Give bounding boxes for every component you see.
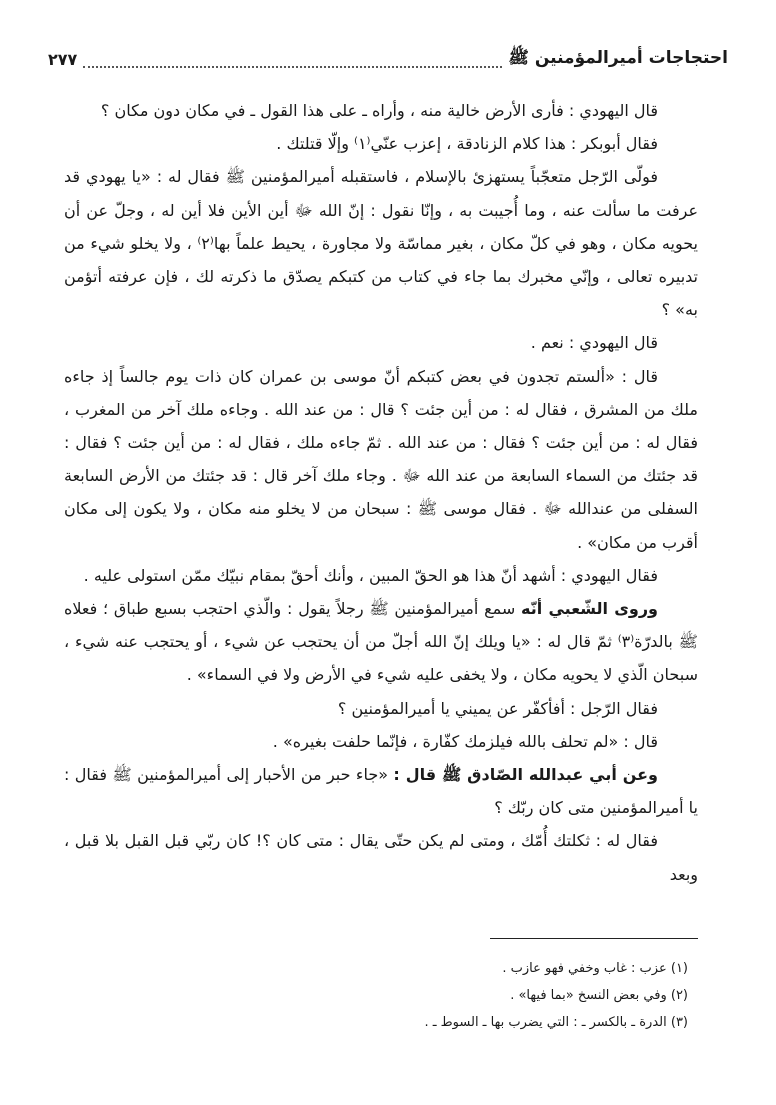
header-title: احتجاجات أميرالمؤمنين ﷺ xyxy=(508,47,728,68)
paragraph: فقال الرّجل : أفأكفّر عن يميني يا أميرالمؤمنين ؟ xyxy=(337,698,658,718)
paragraph-text: سمع أميرالمؤمنين ﷺ رجلاً يقول : والّذي احتجب بسبع طباق ؛ فعلاه ﷺ بالدرّة⁽٣⁾ ثمّ قال له : «يا ويلك إنّ الله أجلّ من أن يحتجب عن شيء ، أو يحتجب عنه شيء ، سبحان الّذي لا يحويه مكان ، ولا يخفى عليه شيء في الأرض ولا في السماء» . xyxy=(64,599,698,685)
paragraph: قال اليهودي : نعم . xyxy=(530,333,658,353)
footnote: (٣) الدرة ـ بالكسر ـ : التي يضرب بها ـ السوط ـ . xyxy=(424,1015,688,1030)
narration-source: وعن أبي عبدالله الصّادق ﷺ قال : xyxy=(393,765,658,785)
paragraph: قال : «ألستم تجدون في بعض كتبكم أنّ موسى بن عمران كان ذات يوم جالساً إذ جاءه ملك من المشرق ، فقال له : من أين جئت ؟ قال : من عند الله . وجاءه ملك آخر من المغرب ، فقال له : من أين جئت ؟ فقال : من عند الله . ثمّ جاءه ملك ، فقال له : من أين جئت ؟ فقال : قد جئتك من السماء السابعة من عند الله ﷻ . وجاء ملك آخر قال : قد جئتك من الأرض السابعة السفلى من عندالله ﷻ . فقال موسى ﷺ : سبحان من لا يخلو منه مكان ، ولا يكون إلى مكان أقرب من مكان» . xyxy=(64,366,698,552)
paragraph: فولّى الرّجل متعجّباً يستهزئ بالإسلام ، فاستقبله أميرالمؤمنين ﷺ فقال له : «يا يهودي قد عرفت ما سألت عنه ، وما أُجيبت به ، وإنّا نقول : إنّ الله ﷻ أين الأين فلا أين له ، وجلّ عن أن يحويه مكان ، وهو في كلّ مكان ، بغير مماسّة ولا مجاورة ، يحيط علماً بها⁽٢⁾ ، ولا يخلو شيء من تدبيره تعالى ، وإنّي مخبرك بما جاء في كتاب من كتبكم يصدّق ما ذكرته لك ، فإن عرفته أتؤمن به» ؟ xyxy=(64,167,699,320)
main-text xyxy=(64,94,698,891)
running-header xyxy=(48,44,728,74)
footnote: (١) عزب : غاب وخفي فهو عازب . xyxy=(502,961,688,976)
footnote: (٢) وفي بعض النسخ «بما فيها» . xyxy=(510,988,688,1003)
footnotes xyxy=(64,955,688,1036)
footnote-divider xyxy=(490,938,698,939)
paragraph xyxy=(64,758,698,824)
narration-source: وروى الشّعبي أنّه xyxy=(521,599,659,619)
paragraph: قال اليهودي : فأرى الأرض خالية منه ، وأراه ـ على هذا القول ـ في مكان دون مكان ؟ xyxy=(100,101,658,120)
paragraph xyxy=(64,592,698,692)
page-number: ٢٧٧ xyxy=(48,49,78,69)
paragraph-text: «جاء حبر من الأحبار إلى أميرالمؤمنين ﷺ فقال : يا أميرالمؤمنين متى كان ربّك ؟ xyxy=(64,765,698,818)
paragraph: فقال أبوبكر : هذا كلام الزنادقة ، إعزب عنّي⁽١⁾ وإلّا قتلتك . xyxy=(276,134,658,154)
paragraph: قال : «لم تحلف بالله فيلزمك كفّارة ، فإنّما حلفت بغيره» . xyxy=(272,731,658,751)
paragraph: فقال اليهودي : أشهد أنّ هذا هو الحقّ المبين ، وأنك أحقّ بمقام نبيّك ممّن استولى عليه . xyxy=(83,565,658,585)
paragraph: فقال له : ثكلتك أُمّك ، ومتى لم يكن حتّى يقال : متى كان ؟! كان ربّي قبل القبل بلا قبل ، وبعد xyxy=(64,831,698,884)
header-dot-leader xyxy=(83,54,502,68)
